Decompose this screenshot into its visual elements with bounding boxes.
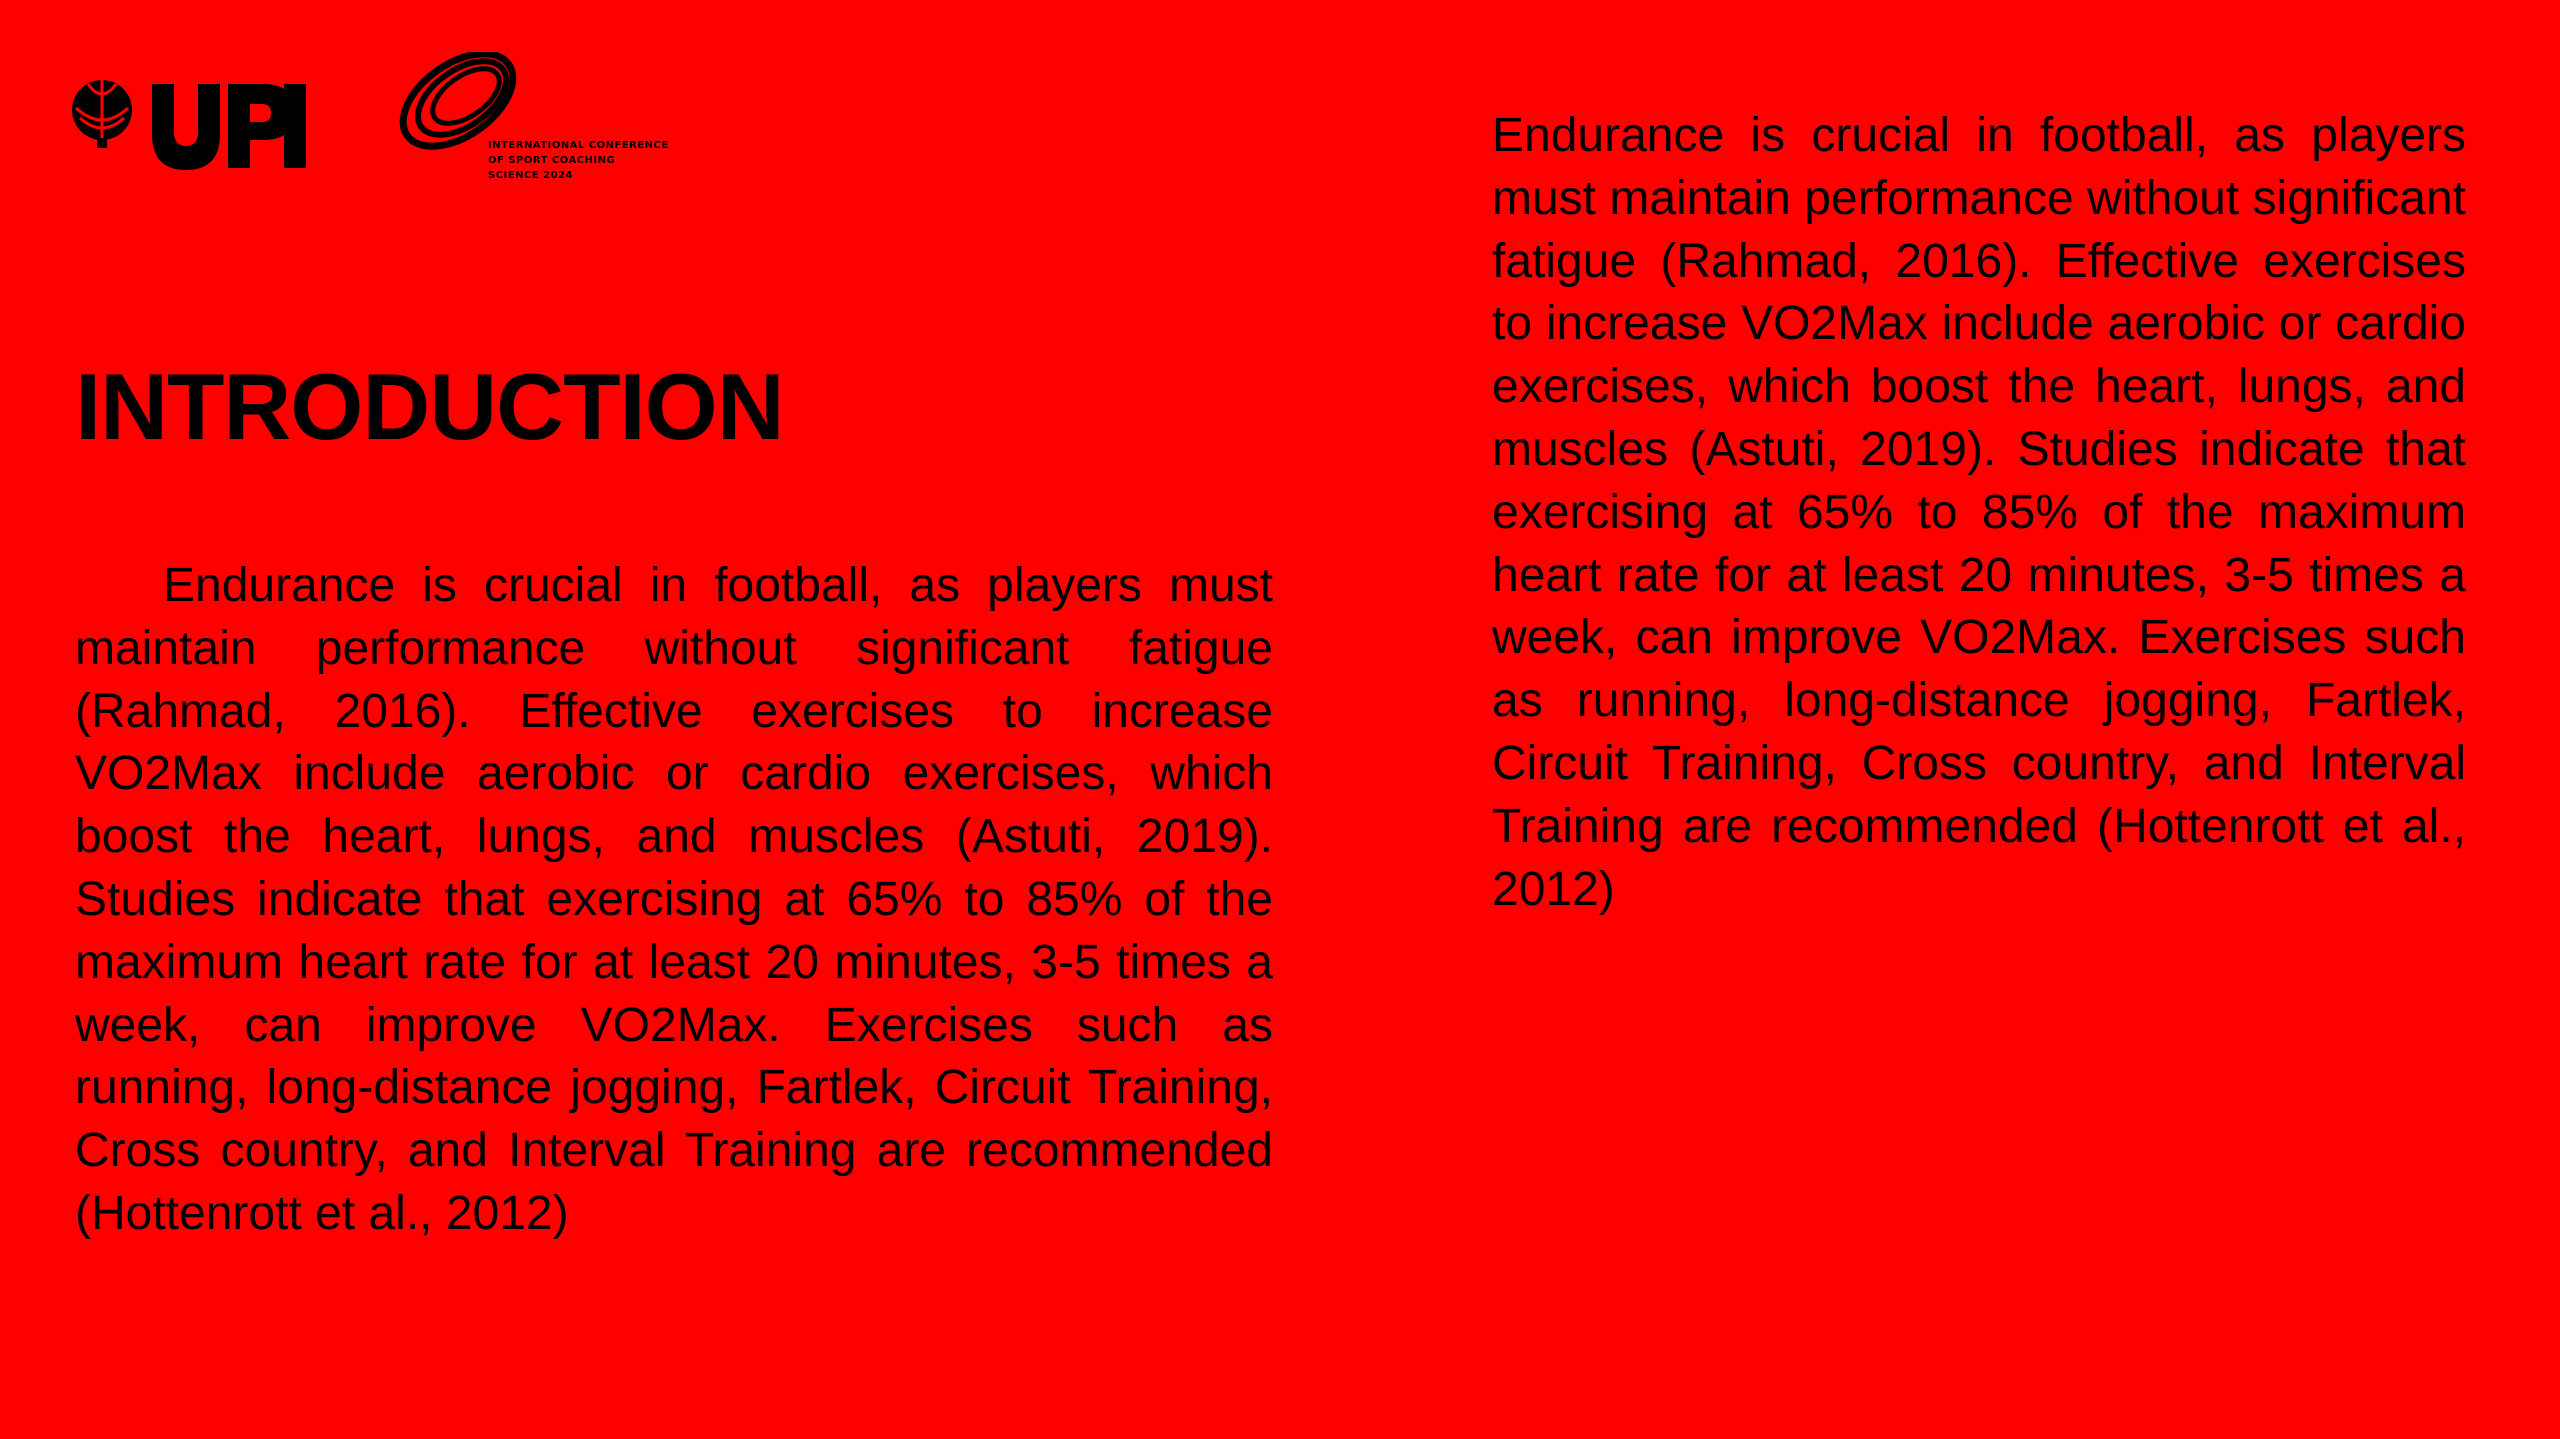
intro-paragraph-left: Endurance is crucial in football, as players must maintain performance without significant fatigue (Rahmad, 2016). Effective exercises to increase VO2Max include aerobic or cardio exercises, which boost the heart, lungs, and muscles (Astuti, 2019). Studies indicate that exercising at 65% to 85% of the maximum heart rate for at least 20 minutes, 3-5 times a week, can improve VO2Max. Exercises such as running, long-distance jogging, Fartlek, Circuit Training, Cross country, and Interval Training are recommended (Hottenrott et al., 2012) — [75, 559, 1273, 1240]
conference-logo — [388, 52, 718, 192]
conference-logo-line-3: SCIENCE 2024 — [488, 170, 573, 181]
upi-university-emblem-logo-icon — [72, 74, 308, 184]
upi-logo — [72, 74, 308, 184]
conference-logo-line-1: INTERNATIONAL CONFERENCE — [488, 140, 669, 151]
slide-title: INTRODUCTION — [75, 354, 784, 459]
conference-logo-line-2: OF SPORT COACHING — [488, 155, 616, 166]
intro-paragraph-right: Endurance is crucial in football, as players must maintain performance without significant fatigue (Rahmad, 2016). Effective exercises to increase VO2Max include aerobic or cardio exercises, which boost the heart, lungs, and muscles (Astuti, 2019). Studies indicate that exercising at 65% to 85% of the maximum heart rate for at least 20 minutes, 3-5 times a week, can improve VO2Max. Exercises such as running, long-distance jogging, Fartlek, Circuit Training, Cross country, and Interval Training are recommended (Hottenrott et al., 2012) — [1492, 109, 2466, 916]
header-logos — [72, 52, 712, 192]
conference-logo-text — [488, 138, 669, 183]
